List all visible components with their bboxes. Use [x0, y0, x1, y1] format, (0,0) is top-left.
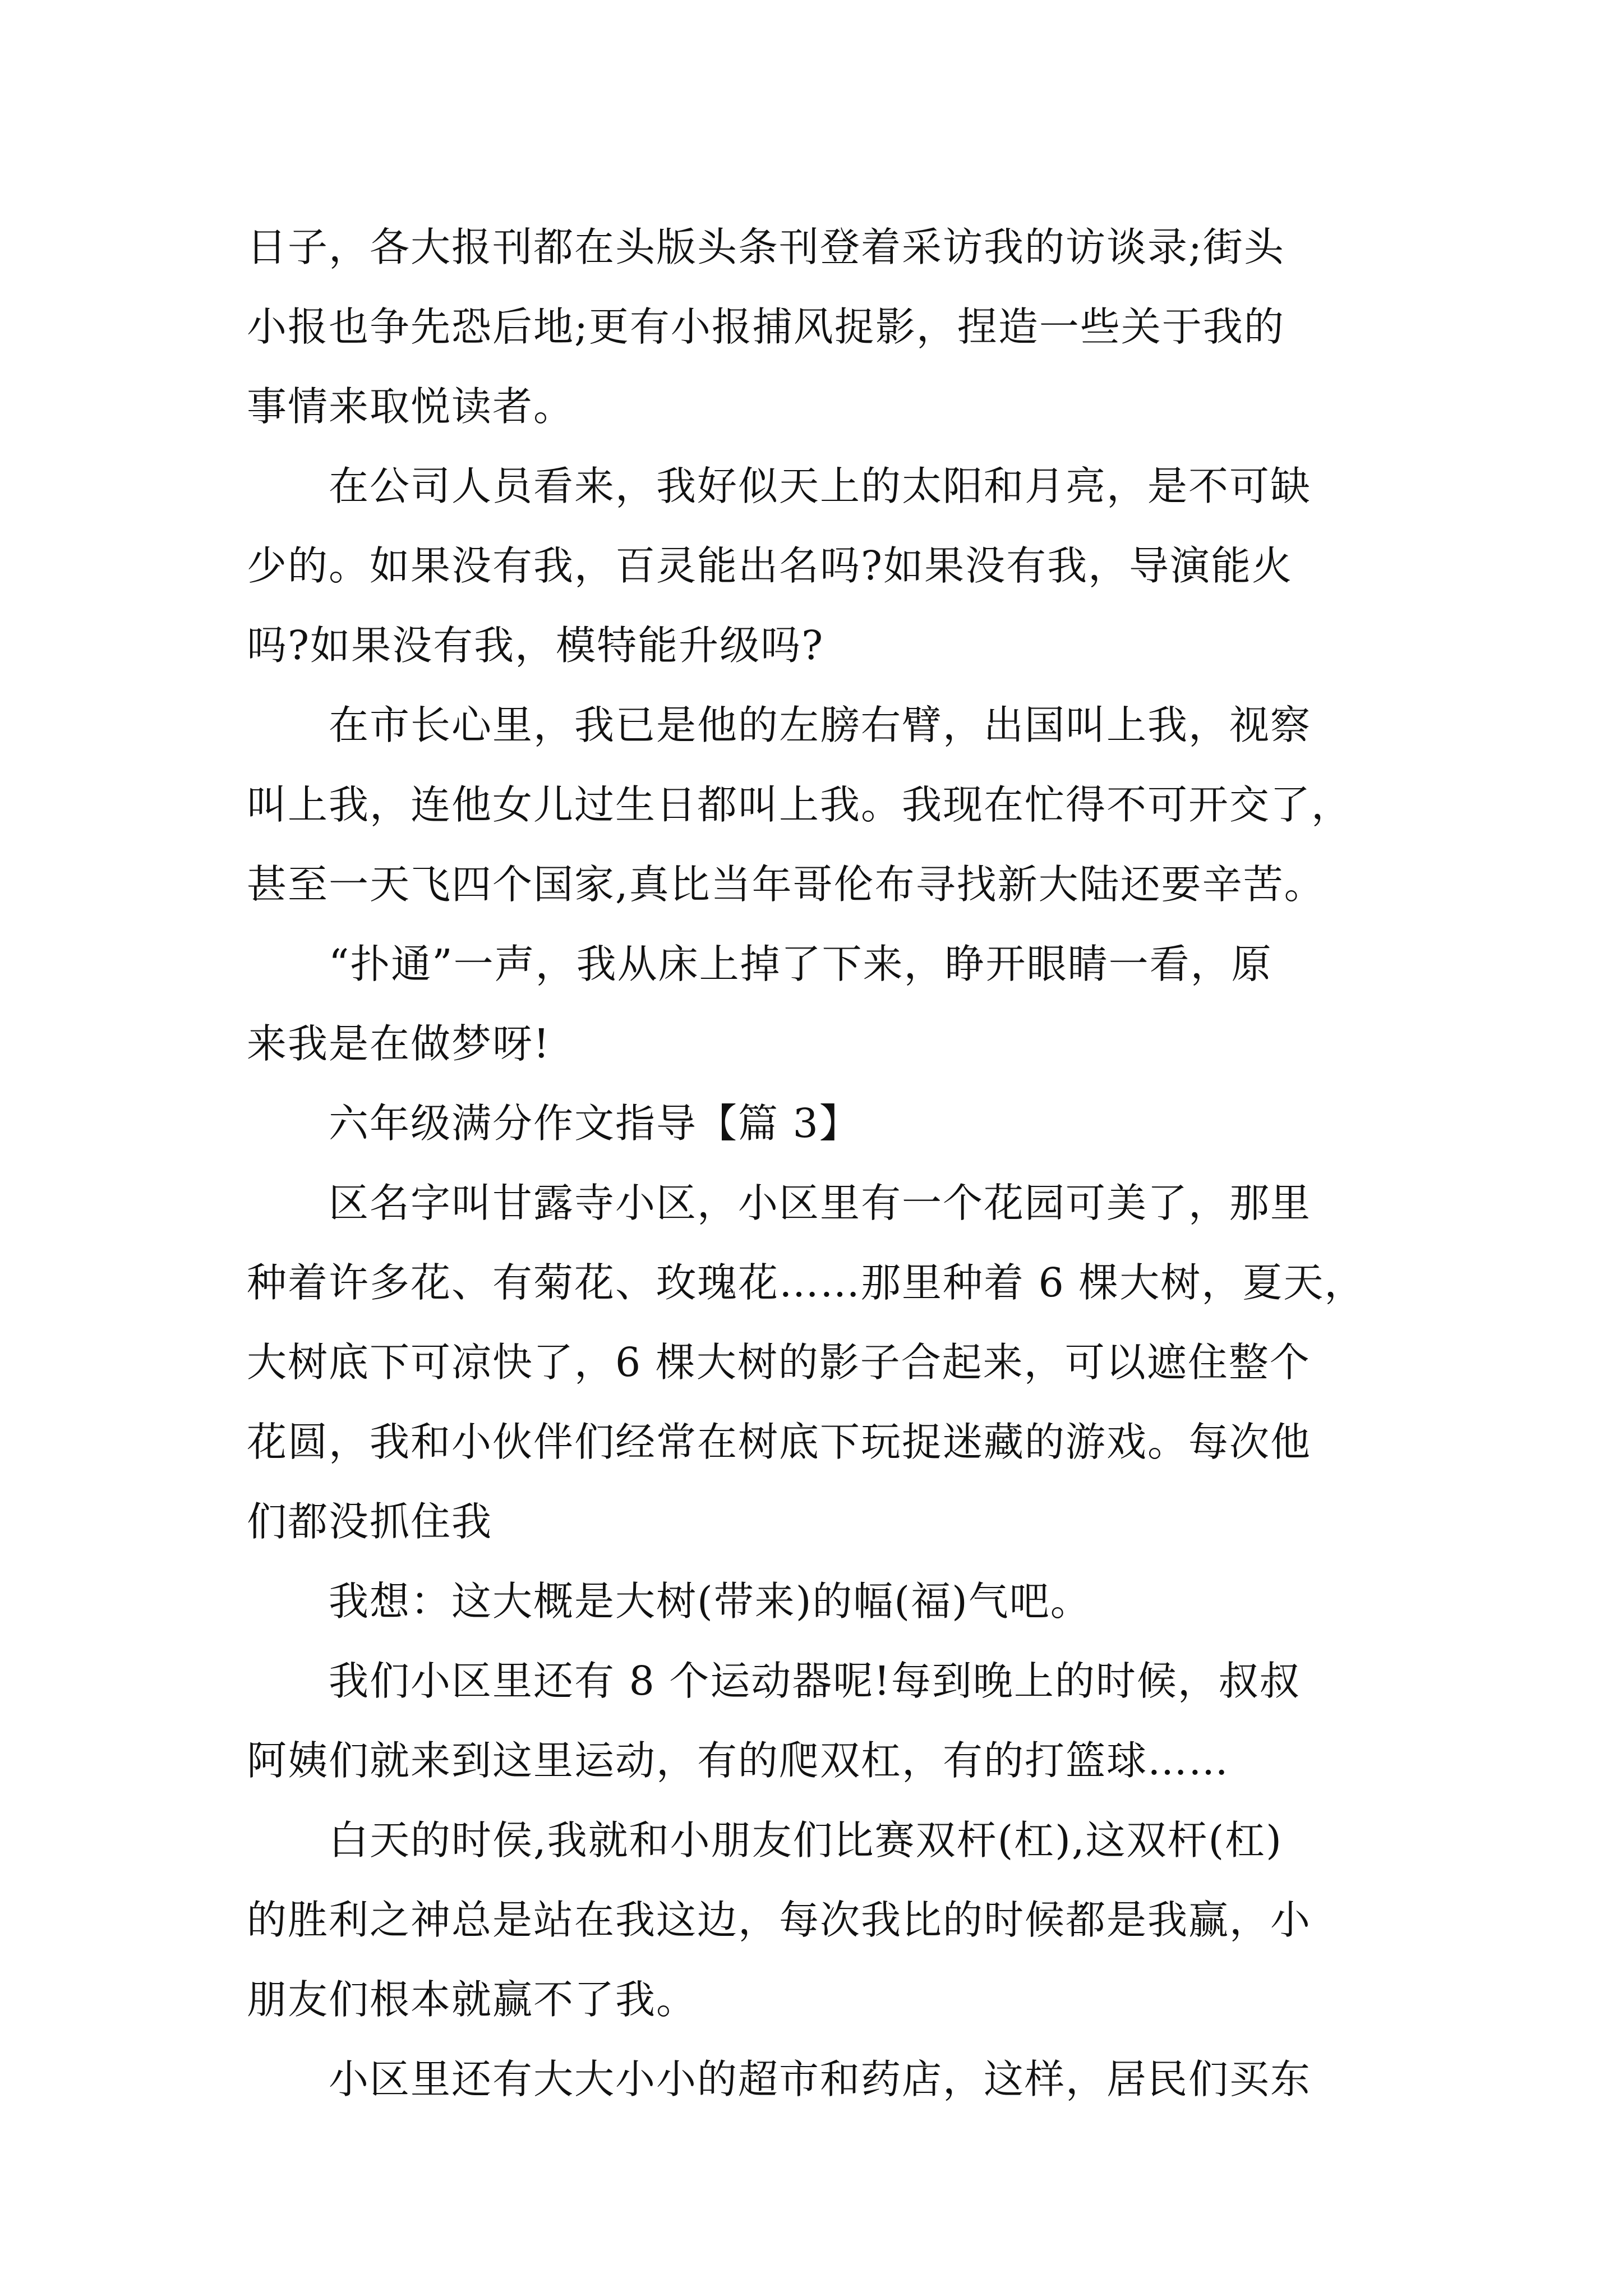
paragraph — [247, 208, 1391, 447]
text-line: 区名字叫甘露寺小区，小区里有一个花园可美了，那里 — [329, 1180, 1312, 1226]
text-line: 阿姨们就来到这里运动，有的爬双杠，有的打篮球…… — [247, 1737, 1230, 1784]
text-line: 我想：这大概是大树(带来)的幅(福)气吧。 — [329, 1578, 1091, 1625]
text-line: 朋友们根本就赢不了我。 — [247, 1976, 698, 2023]
text-line: 小报也争先恐后地;更有小报捕风捉影，捏造一些关于我的 — [247, 303, 1285, 350]
paragraph — [247, 1801, 1391, 2040]
paragraph — [247, 2040, 1391, 2119]
text-line: 在公司人员看来，我好似天上的太阳和月亮，是不可缺 — [329, 463, 1312, 509]
paragraph — [247, 1562, 1391, 1641]
text-line: 大树底下可凉快了，6 棵大树的影子合起来，可以遮住整个 — [247, 1339, 1311, 1386]
text-line: 叫上我，连他女儿过生日都叫上我。我现在忙得不可开交了， — [247, 781, 1353, 828]
paragraph — [247, 685, 1391, 924]
document-body — [247, 208, 1391, 2119]
text-line: 花圆，我和小伙伴们经常在树底下玩捉迷藏的游戏。每次他 — [247, 1419, 1312, 1465]
text-line: 事情来取悦读者。 — [247, 383, 575, 430]
paragraph — [247, 1163, 1391, 1562]
text-line: 吗?如果没有我，模特能升级吗? — [247, 622, 824, 669]
text-line: 白天的时侯,我就和小朋友们比赛双杆(杠),这双杆(杠) — [329, 1817, 1283, 1864]
text-line: 在市长心里，我已是他的左膀右臂，出国叫上我，视察 — [329, 702, 1312, 748]
text-line: 日子，各大报刊都在头版头条刊登着采访我的访谈录;街头 — [247, 224, 1285, 270]
text-line: 小区里还有大大小小的超市和药店，这样，居民们买东 — [329, 2056, 1312, 2102]
text-line: 的胜利之神总是站在我这边，每次我比的时候都是我赢，小 — [247, 1897, 1312, 1943]
paragraph — [247, 447, 1391, 685]
text-line: “扑通”一声，我从床上掉了下来，睁开眼睛一看，原 — [329, 941, 1272, 987]
text-line: 种着许多花、有菊花、玫瑰花……那里种着 6 棵大树，夏天， — [247, 1259, 1366, 1306]
text-line: 甚至一天飞四个国家,真比当年哥伦布寻找新大陆还要辛苦。 — [247, 861, 1325, 908]
paragraph — [247, 1084, 1391, 1163]
text-line: 少的。如果没有我，百灵能出名吗?如果没有我，导演能火 — [247, 542, 1293, 589]
text-line: 们都没抓住我 — [247, 1498, 493, 1545]
text-line: 我们小区里还有 8 个运动器呢!每到晚上的时候，叔叔 — [329, 1658, 1301, 1704]
text-line: 六年级满分作文指导【篇 3】 — [329, 1100, 860, 1147]
paragraph — [247, 1641, 1391, 1801]
paragraph — [247, 924, 1391, 1084]
text-line: 来我是在做梦呀! — [247, 1020, 551, 1067]
